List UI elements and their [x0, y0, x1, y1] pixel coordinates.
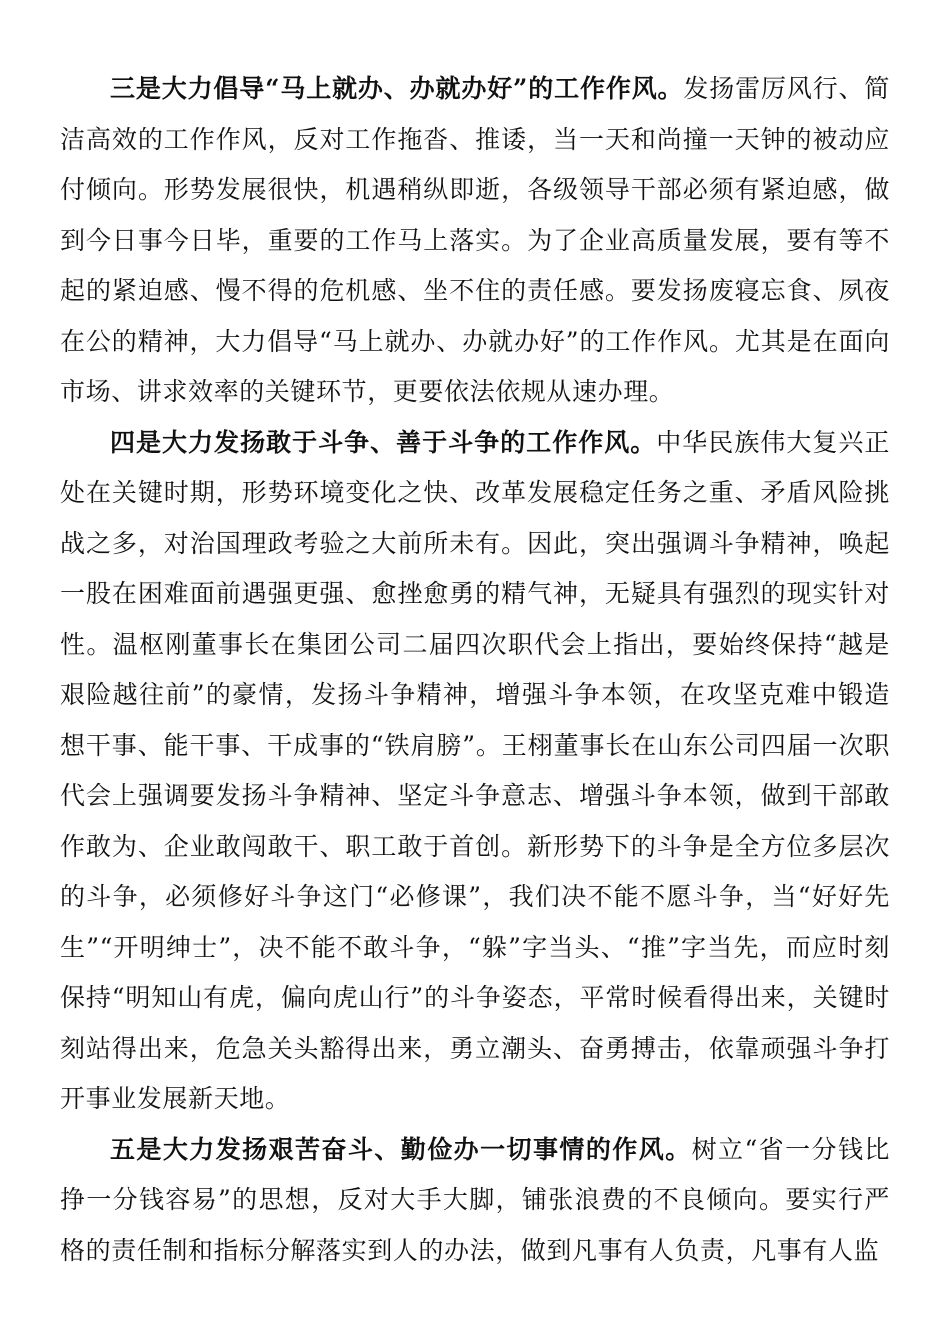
paragraph-three-body: 发扬雷厉风行、简洁高效的工作作风，反对工作拖沓、推诿，当一天和尚撞一天钟的被动应付倾向。形势发展很快，机遇稍纵即逝，各级领导干部必须有紧迫感，做到今日事今日毕，重要的工作马上落实。为了企业高质量发展，要有等不起的紧迫感、慢不得的危机感、坐不住的责任感。要发扬废寝忘食、夙夜在公的精神，大力倡导“马上就办、办就办好”的工作作风。尤其是在面向市场、讲求效率的关键环节，更要依法依规从速办理。 — [60, 74, 891, 406]
paragraph-five — [60, 1125, 890, 1277]
paragraph-four-body: 中华民族伟大复兴正处在关键时期，形势环境变化之快、改革发展稳定任务之重、矛盾风险挑战之多，对治国理政考验之大前所未有。因此，突出强调斗争精神，唤起一股在困难面前遇强更强、愈挫愈勇的精气神，无疑具有强烈的现实针对性。温枢刚董事长在集团公司二届四次职代会上指出，要始终保持“越是艰险越往前”的豪情，发扬斗争精神，增强斗争本领，在攻坚克难中锻造想干事、能干事、干成事的“铁肩膀”。王栩董事长在山东公司四届一次职代会上强调要发扬斗争精神、坚定斗争意志、增强斗争本领，做到干部敢作敢为、企业敢闯敢干、职工敢于首创。新形势下的斗争是全方位多层次的斗争，必须修好斗争这门“必修课”，我们决不能不愿斗争，当“好好先生”“开明绅士”，决不能不敢斗争，“躲”字当头、“推”字当先，而应时刻保持“明知山有虎，偏向虎山行”的斗争姿态，平常时候看得出来，关键时刻站得出来，危急关头豁得出来，勇立潮头、奋勇搏击，依靠顽强斗争打开事业发展新天地。 — [60, 427, 890, 1113]
paragraph-four — [60, 418, 890, 1125]
paragraph-four-heading: 四是大力发扬敢于斗争、善于斗争的工作作风。 — [110, 427, 657, 457]
paragraph-five-body: 树立“省一分钱比挣一分钱容易”的思想，反对大手大脚，铺张浪费的不良倾向。要实行严格的责任制和指标分解落实到人的办法，做到凡事有人负责，凡事有人监 — [60, 1134, 891, 1265]
paragraph-three-heading: 三是大力倡导“马上就办、办就办好”的工作作风。 — [110, 74, 684, 103]
paragraph-five-heading: 五是大力发扬艰苦奋斗、勤俭办一切事情的作风。 — [110, 1134, 692, 1164]
document-page — [60, 64, 890, 1276]
paragraph-three — [60, 64, 890, 418]
